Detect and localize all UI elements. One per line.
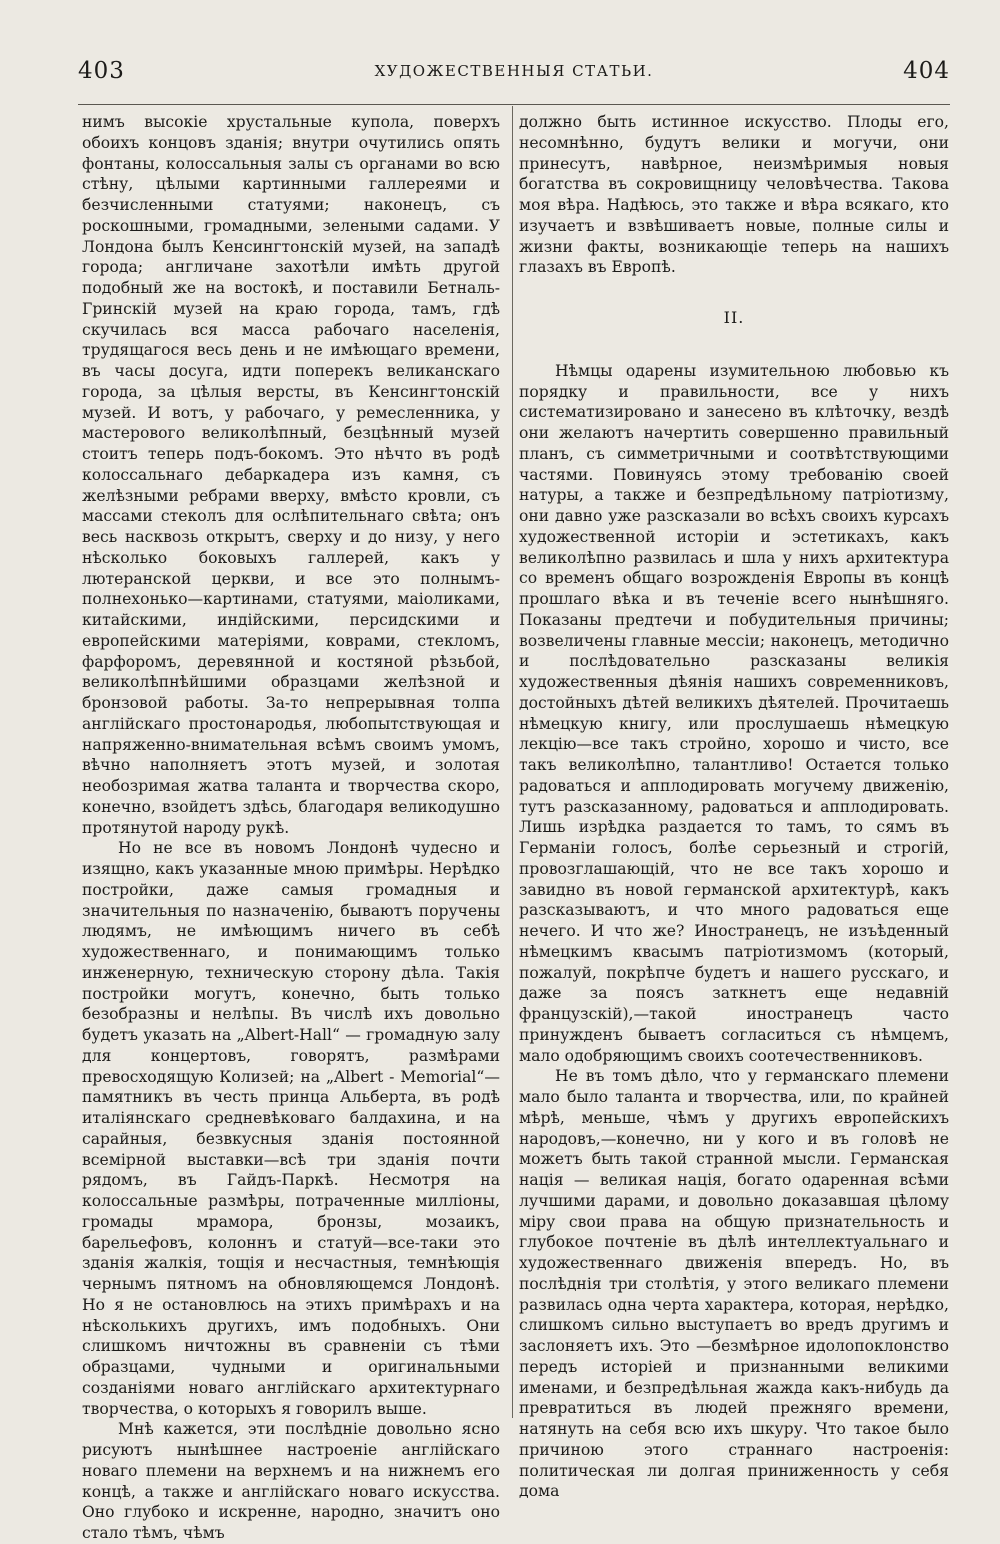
- left-paragraph-3: Мнѣ кажется, эти послѣдніе довольно ясно рисуютъ нынѣшнее настроеніе англійскаго новаго племени на верхнемъ и на нижнемъ его концѣ, а также и англійскаго новаго искусства. Оно глубоко и искренне, народно, значитъ оно стало тѣмъ, чѣмъ: [82, 1420, 500, 1542]
- right-page-number: 404: [903, 58, 950, 84]
- page-header: [78, 58, 950, 90]
- left-paragraph-1: нимъ высокіе хрустальные купола, поверхъ обоихъ концовъ зданія; внутри очутились опять фонтаны, колоссальныя залы съ органами во всю стѣну, цѣлыми картинными галлереями и безчисленными статуями; наконецъ, съ роскошными, громадными, зелеными садами. У Лондона былъ Кенсингтонскій музей, на западѣ города; англичане захотѣли имѣть другой подобный же на востокѣ, и поставили Бетналь-Гринскій музей на краю города, тамъ, гдѣ скучилась вся масса рабочаго населенія, трудящагося весь день и не имѣющаго времени, въ часы досуга, идти поперекъ великанскаго города, за цѣлыя версты, въ Кенсингтонскій музей. И вотъ, у рабочаго, у ремесленника, у мастерового великолѣпный, безцѣнный музей стоитъ теперь подъ-бокомъ. Это нѣчто въ родѣ колоссальнаго дебаркадера изъ камня, съ желѣзными ребрами вверху, вмѣсто кровли, съ массами стеколъ для ослѣпительнаго свѣта; онъ весь насквозь открытъ, сверху и до низу, у него нѣсколько боковыхъ галлерей, какъ у лютеранской церкви, и все это полнымъ-полнехонько—картинами, статуями, маіоликами, китайскими, индійскими, персидскими и европейскими матеріями, коврами, стекломъ, фарфоромъ, деревянной и костяной рѣзьбой, великолѣпнѣйшими образцами желѣзной и бронзовой работы. За-то непрерывная толпа англійскаго простонародья, любопытствующая и напряженно-внимательная всѣмъ своимъ умомъ, вѣчно наполняетъ этотъ музей, и золотая необозримая жатва таланта и творчества скоро, конечно, взойдетъ здѣсь, благодаря великодушно протянутой народу рукѣ.: [82, 113, 500, 837]
- section-heading: II.: [723, 308, 745, 327]
- right-paragraph-2: Нѣмцы одарены изумительною любовью къ порядку и правильности, все у нихъ систематизировано и занесено въ клѣточку, вездѣ они желаютъ начертить совершенно правильный планъ, съ симметричными и соотвѣтствующими частями. Повинуясь этому требованію своей натуры, а также и безпредѣльному патріотизму, они давно уже разсказали во всѣхъ своихъ курсахъ художественной исторіи и эстетикахъ, какъ великолѣпно развилась и шла у нихъ архитектура со временъ общаго возрожденія Европы въ концѣ прошлаго вѣка и въ теченіе всего нынѣшняго. Показаны предтечи и побудительныя причины; возвеличены главные мессіи; наконецъ, методично и послѣдовательно разсказаны великія художественныя дѣянія нашихъ современниковъ, достойныхъ дѣтей великихъ дѣятелей. Прочитаешь нѣмецкую книгу, или прослушаешь нѣмецкую лекцію—все такъ стройно, хорошо и чисто, все такъ великолѣпно, талантливо! Остается только радоваться и апплодировать могучему движенію, тутъ разсказанному, радоваться и апплодировать. Лишь изрѣдка раздается то тамъ, то сямъ въ Германіи голосъ, болѣе серьезный и строгій, провозглашающій, что не все такъ хорошо и завидно въ новой германской архитектурѣ, какъ разсказываютъ, и что много радоваться еще нечего. И что же? Иностранецъ, не изъѣденный нѣмецкимъ квасымъ патріотизмомъ (который, пожалуй, покрѣпче будетъ и нашего русскаго, и даже за поясъ заткнетъ еще недавній французскій),—такой иностранецъ часто принужденъ бываетъ согласиться съ нѣмцемъ, мало одобряющимъ своихъ соотечественниковъ.: [519, 361, 949, 1065]
- left-column: [82, 112, 500, 1544]
- left-paragraph-2: Но не все въ новомъ Лондонѣ чудесно и изящно, какъ указанные мною примѣры. Нерѣдко постройки, даже самыя громадныя и значительныя по назначенію, бываютъ поручены людямъ, не имѣющимъ ничего въ себѣ художественнаго, и понимающимъ только инженерную, техническую сторону дѣла. Такія постройки могутъ, конечно, быть только безобразны и нелѣпы. Въ числѣ ихъ довольно будетъ указать на „Albert-Hall“ — громадную залу для концертовъ, говорятъ, размѣрами превосходящую Колизей; на „Albert - Memorial“—памятникъ въ честь принца Альберта, въ родѣ италіянскаго средневѣковаго балдахина, и на сарайныя, безвкусныя зданія постоянной всемірной выставки—всѣ три зданія почти рядомъ, въ Гайдъ-Паркѣ. Несмотря на колоссальные размѣры, потраченные милліоны, громады мрамора, бронзы, мозаикъ, барельефовъ, колоннъ и статуй—все-таки это зданія жалкія, тощія и несчастныя, темнѣющія чернымъ пятномъ на обновляющемся Лондонѣ. Но я не остановлюсь на этихъ примѣрахъ и на нѣсколькихъ другихъ, имъ подобныхъ. Они слишкомъ ничтожны въ сравненіи съ тѣми образцами, чудными и оригинальными созданіями новаго англійскаго архитектурнаго творчества, о которыхъ я говорилъ выше.: [82, 839, 500, 1418]
- right-column: [519, 112, 949, 1502]
- right-paragraph-1: должно быть истинное искусство. Плоды его, несомнѣнно, будутъ велики и могучи, они принесутъ, навѣрное, неизмѣримыя новыя богатства въ сокровищницу человѣчества. Такова моя вѣра. Надѣюсь, это также и вѣра всякаго, кто изучаетъ и взвѣшиваетъ новые, полные силы и жизни факты, возникающіе теперь на нашихъ глазахъ въ Европѣ.: [519, 113, 949, 277]
- running-title: ХУДОЖЕСТВЕННЫЯ СТАТЬИ.: [374, 62, 654, 80]
- left-page-number: 403: [78, 58, 125, 84]
- column-divider: [512, 106, 513, 1418]
- header-rule: [78, 104, 950, 105]
- right-paragraph-3: Не въ томъ дѣло, что у германскаго племени мало было таланта и творчества, или, по крайней мѣрѣ, меньше, чѣмъ у другихъ европейскихъ народовъ,—конечно, ни у кого и въ головѣ не можетъ быть такой странной мысли. Германская нація — великая нація, богато одаренная всѣми лучшими дарами, и довольно доказавшая цѣлому міру свои права на общую признательность и глубокое почтеніе въ дѣлѣ интеллектуальнаго и художественнаго движенія впередъ. Но, въ послѣднія три столѣтія, у этого великаго племени развилась одна черта характера, которая, нерѣдко, слишкомъ сильно выступаетъ во вредъ другимъ и заслоняетъ ихъ. Это —безмѣрное идолопоклонство передъ исторіей и признанными великими именами, и безпредѣльная жажда какъ-нибудь да превратиться въ людей прежняго времени, натянуть на себя всю ихъ шкуру. Что такое было причиною этого страннаго настроенія: политическая ли долгая приниженность у себя дома: [519, 1067, 949, 1501]
